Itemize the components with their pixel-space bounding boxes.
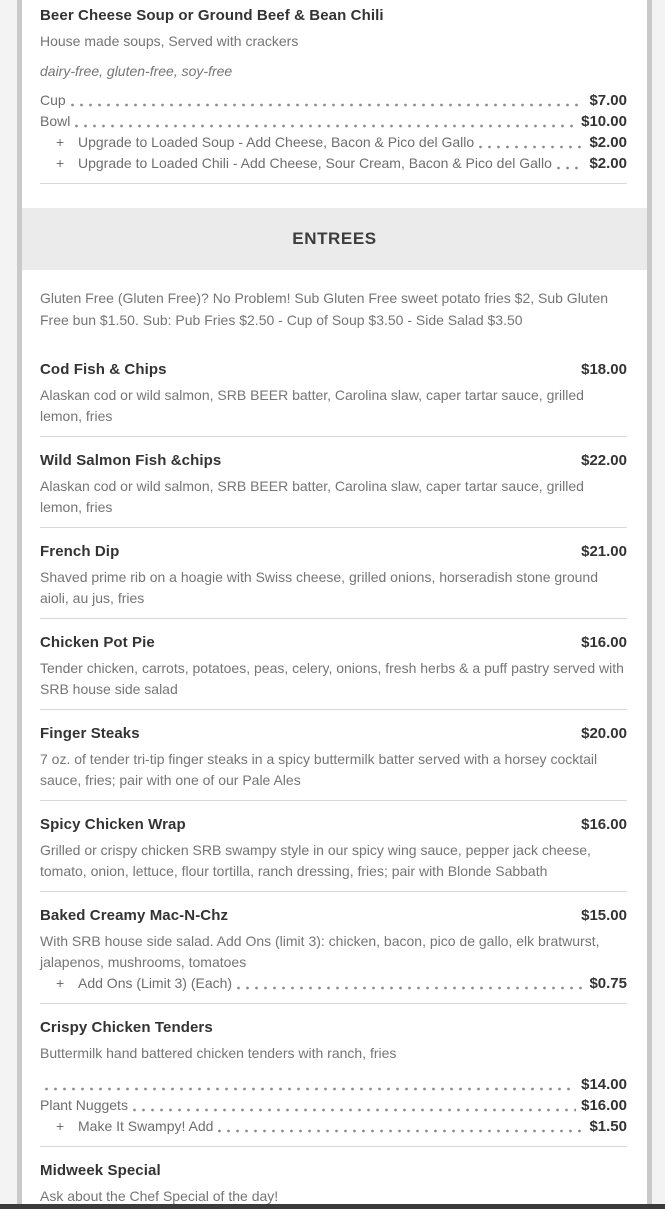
item-price: $15.00: [581, 907, 627, 924]
item-description: With SRB house side salad. Add Ons (limit 3): chicken, bacon, pico de gallo, elk bratwurst, jalapenos, mushrooms, tomatoes: [40, 933, 600, 970]
item-name: Midweek Special: [40, 1162, 161, 1179]
item-price: $16.00: [581, 816, 627, 833]
dot-leader: [42, 1074, 576, 1095]
item-header: [40, 541, 627, 562]
dot-leader: [68, 90, 585, 111]
price-line-cup: [40, 90, 627, 111]
item-name: Cod Fish & Chips: [40, 361, 167, 378]
price-line-plant-nuggets: [40, 1095, 627, 1116]
item-name: Beer Cheese Soup or Ground Beef & Bean Chili: [40, 7, 384, 24]
diet-note: dairy-free, gluten-free, soy-free: [40, 63, 233, 79]
item-price: $18.00: [581, 361, 627, 378]
item-description: Alaskan cod or wild salmon, SRB BEER batter, Carolina slaw, caper tartar sauce, grilled lemon, fries: [40, 387, 584, 424]
menu-item-spicy-chicken-wrap: [40, 814, 627, 892]
item-description: House made soups, Served with crackers: [40, 33, 299, 49]
item-header: [40, 723, 627, 744]
item-header: [40, 1160, 627, 1181]
item-header: [40, 359, 627, 380]
price-lines: [40, 90, 627, 174]
item-divider: [40, 891, 627, 892]
menu-card: [17, 0, 652, 1209]
item-name: French Dip: [40, 543, 120, 560]
modifier-label: Upgrade to Loaded Soup - Add Cheese, Bacon & Pico del Gallo: [78, 134, 475, 150]
menu-items-list: [40, 359, 627, 1207]
item-description: Tender chicken, carrots, potatoes, peas, celery, onions, fresh herbs & a puff pastry served with SRB house side salad: [40, 660, 624, 697]
item-divider: [40, 1146, 627, 1147]
modifier-price: $2.00: [589, 134, 627, 151]
menu-item-midweek-special: [40, 1160, 627, 1207]
price-line-label: Plant Nuggets: [40, 1097, 128, 1113]
item-price: $20.00: [581, 725, 627, 742]
item-description: Grilled or crispy chicken SRB swampy style in our spicy wing sauce, pepper jack cheese, tomato, onion, lettuce, flour tortilla, ranch dressing, fries; pair with Blonde Sabbath: [40, 842, 591, 879]
item-header: [40, 814, 627, 835]
modifier-price: $0.75: [589, 975, 627, 992]
dot-leader: [215, 1116, 584, 1137]
dot-leader: [72, 111, 576, 132]
item-header: [40, 632, 627, 653]
item-name: Wild Salmon Fish &chips: [40, 452, 222, 469]
item-divider: [40, 1003, 627, 1004]
item-description: Buttermilk hand battered chicken tenders with ranch, fries: [40, 1045, 397, 1061]
menu-item-cod-fish-chips: [40, 359, 627, 437]
plus-icon: +: [56, 134, 65, 150]
modifier-label: Add Ons (Limit 3) (Each): [78, 975, 233, 991]
modifier-label: Make It Swampy! Add: [78, 1118, 214, 1134]
modifier-line: [40, 132, 627, 153]
item-header: [40, 5, 627, 26]
item-name: Finger Steaks: [40, 725, 140, 742]
price-line-price: $10.00: [581, 113, 627, 130]
menu-item-wild-salmon: [40, 450, 627, 528]
section-note: Gluten Free (Gluten Free)? No Problem! Sub Gluten Free sweet potato fries $2, Sub Gluten Free bun $1.50. Sub: Pub Fries $2.50 - Cup of Soup $3.50 - Side Salad $3.50: [40, 290, 609, 328]
item-divider: [40, 436, 627, 437]
modifier-price: $2.00: [589, 155, 627, 172]
price-lines: [40, 1074, 627, 1137]
plus-icon: +: [56, 975, 65, 991]
plus-icon: +: [56, 155, 65, 171]
menu-item-chicken-tenders: [40, 1017, 627, 1147]
modifier-line: [40, 973, 627, 994]
dot-leader: [476, 132, 584, 153]
item-description: Alaskan cod or wild salmon, SRB BEER batter, Carolina slaw, caper tartar sauce, grilled lemon, fries: [40, 478, 584, 515]
item-description: 7 oz. of tender tri-tip finger steaks in a spicy buttermilk batter served with a horsey cocktail sauce, fries; pair with one of our Pale Ales: [40, 751, 598, 788]
item-divider: [40, 618, 627, 619]
item-name: Spicy Chicken Wrap: [40, 816, 186, 833]
price-line-label: Bowl: [40, 113, 71, 129]
item-price: $16.00: [581, 634, 627, 651]
menu-item-soup-chili: [22, 0, 647, 184]
item-divider: [40, 800, 627, 801]
dot-leader: [554, 153, 585, 174]
menu-item-french-dip: [40, 541, 627, 619]
item-header: [40, 450, 627, 471]
modifier-line: [40, 153, 627, 174]
price-line-price: $7.00: [589, 92, 627, 109]
modifier-line: [40, 1116, 627, 1137]
dot-leader: [130, 1095, 576, 1116]
item-name: Baked Creamy Mac-N-Chz: [40, 907, 229, 924]
price-line-bowl: [40, 111, 627, 132]
dot-leader: [234, 973, 584, 994]
item-price: $21.00: [581, 543, 627, 560]
plus-icon: +: [56, 1118, 65, 1134]
item-header: [40, 1017, 627, 1038]
item-divider: [40, 527, 627, 528]
section-title: ENTREES: [292, 229, 377, 248]
menu-item-chicken-pot-pie: [40, 632, 627, 710]
footer-bar-top-edge: [0, 1204, 665, 1209]
modifier-price: $1.50: [589, 1118, 627, 1135]
item-description: Shaved prime rib on a hoagie with Swiss cheese, grilled onions, horseradish stone ground aioli, au jus, fries: [40, 569, 598, 606]
menu-item-finger-steaks: [40, 723, 627, 801]
section-header-entrees: [22, 208, 647, 270]
item-name: Chicken Pot Pie: [40, 634, 155, 651]
modifier-label: Upgrade to Loaded Chili - Add Cheese, Sour Cream, Bacon & Pico del Gallo: [78, 155, 552, 171]
price-line-price: $16.00: [581, 1097, 627, 1114]
item-price: $22.00: [581, 452, 627, 469]
item-description: Ask about the Chef Special of the day!: [40, 1188, 279, 1204]
item-name: Crispy Chicken Tenders: [40, 1019, 213, 1036]
item-divider: [40, 709, 627, 710]
price-line-tenders: [40, 1074, 627, 1095]
item-header: [40, 905, 627, 926]
price-line-price: $14.00: [581, 1076, 627, 1093]
menu-item-mac-n-chz: [40, 905, 627, 1004]
price-line-label: Cup: [40, 92, 66, 108]
item-divider: [40, 183, 627, 184]
